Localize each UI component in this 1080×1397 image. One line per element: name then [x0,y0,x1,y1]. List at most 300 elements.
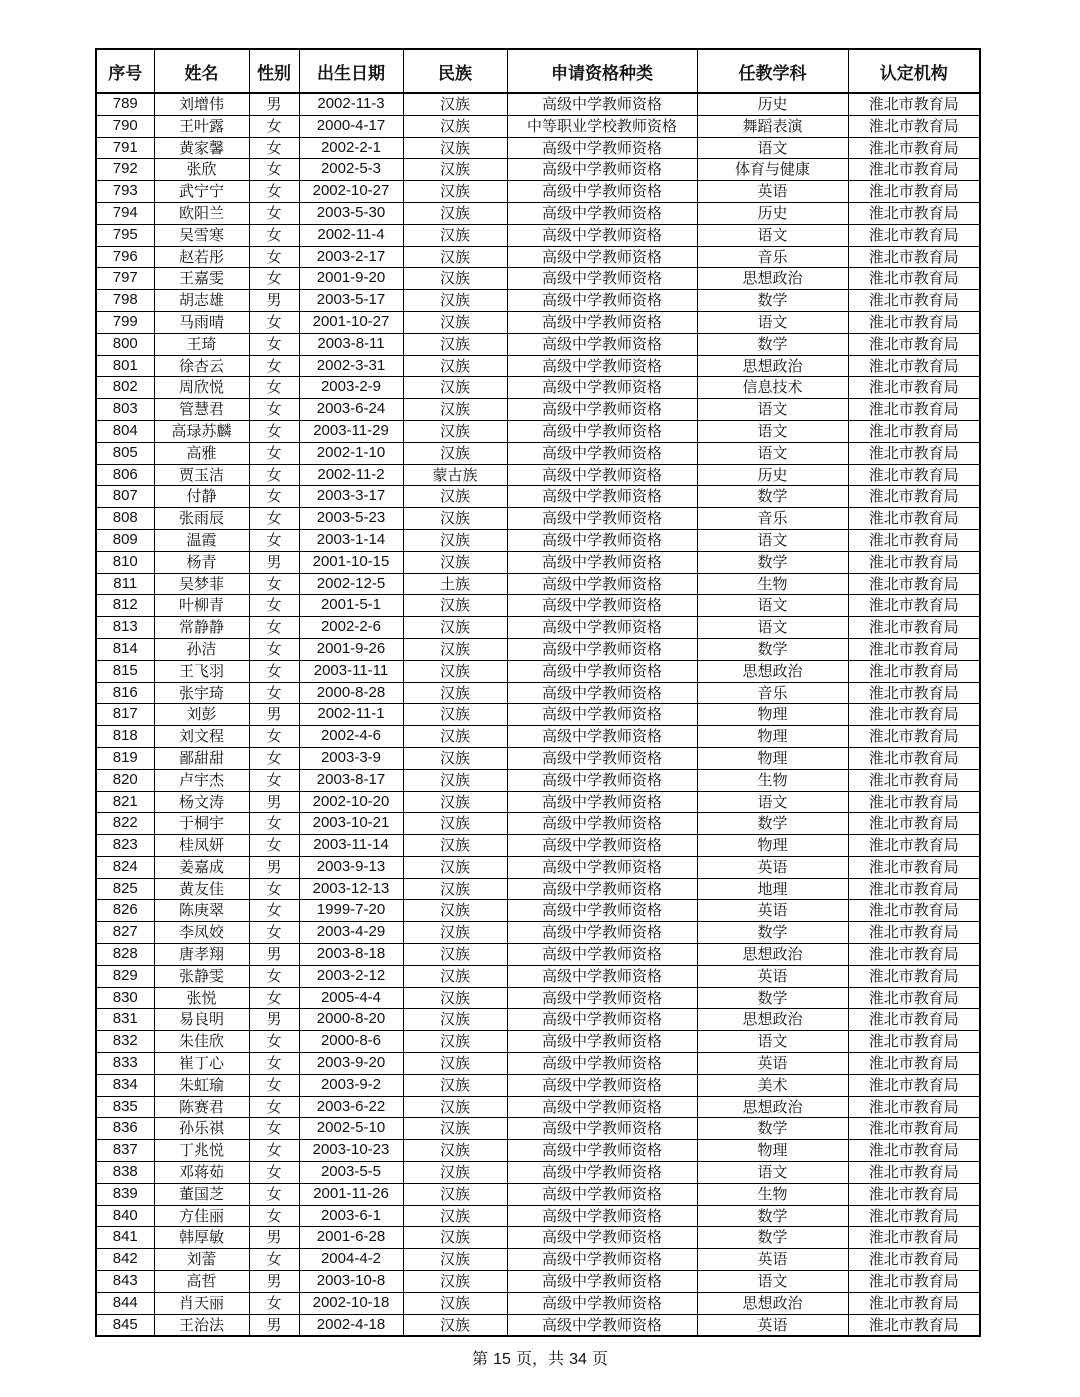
cell-ethnicity: 汉族 [403,137,507,159]
cell-seq: 823 [96,835,154,857]
cell-gender: 女 [249,922,299,944]
cell-authority: 淮北市教育局 [848,1053,980,1075]
cell-subject: 物理 [697,726,848,748]
table-row [96,813,980,835]
cell-birthdate: 2002-2-1 [299,137,403,159]
cell-authority: 淮北市教育局 [848,268,980,290]
cell-birthdate: 2002-11-2 [299,464,403,486]
cell-ethnicity: 汉族 [403,835,507,857]
cell-subject: 数学 [697,922,848,944]
cell-authority: 淮北市教育局 [848,944,980,966]
table-row [96,573,980,595]
cell-ethnicity: 汉族 [403,333,507,355]
cell-birthdate: 2002-11-3 [299,93,403,115]
cell-qualification-type: 高级中学教师资格 [507,1096,697,1118]
header-subject: 任教学科 [697,49,848,93]
cell-authority: 淮北市教育局 [848,1140,980,1162]
cell-authority: 淮北市教育局 [848,1205,980,1227]
cell-name: 胡志雄 [154,290,249,312]
cell-gender: 女 [249,1162,299,1184]
cell-gender: 男 [249,1314,299,1336]
cell-qualification-type: 高级中学教师资格 [507,813,697,835]
cell-ethnicity: 汉族 [403,813,507,835]
cell-birthdate: 2002-2-6 [299,617,403,639]
cell-ethnicity: 汉族 [403,987,507,1009]
cell-seq: 810 [96,551,154,573]
cell-gender: 女 [249,529,299,551]
cell-ethnicity: 汉族 [403,486,507,508]
cell-gender: 女 [249,268,299,290]
cell-gender: 女 [249,878,299,900]
cell-ethnicity: 汉族 [403,878,507,900]
cell-birthdate: 2001-5-1 [299,595,403,617]
cell-authority: 淮北市教育局 [848,769,980,791]
cell-subject: 物理 [697,704,848,726]
cell-seq: 834 [96,1074,154,1096]
cell-birthdate: 2002-5-10 [299,1118,403,1140]
cell-authority: 淮北市教育局 [848,1227,980,1249]
table-row [96,1271,980,1293]
cell-qualification-type: 高级中学教师资格 [507,791,697,813]
cell-name: 肖天丽 [154,1292,249,1314]
cell-gender: 女 [249,987,299,1009]
cell-authority: 淮北市教育局 [848,726,980,748]
table-row [96,1053,980,1075]
cell-ethnicity: 汉族 [403,246,507,268]
cell-seq: 828 [96,944,154,966]
cell-birthdate: 2003-5-23 [299,508,403,530]
cell-authority: 淮北市教育局 [848,137,980,159]
cell-qualification-type: 高级中学教师资格 [507,1009,697,1031]
cell-authority: 淮北市教育局 [848,922,980,944]
cell-subject: 数学 [697,638,848,660]
cell-subject: 语文 [697,311,848,333]
cell-qualification-type: 高级中学教师资格 [507,1162,697,1184]
cell-birthdate: 2003-2-17 [299,246,403,268]
table-row [96,420,980,442]
cell-seq: 813 [96,617,154,639]
cell-gender: 女 [249,595,299,617]
cell-name: 管慧君 [154,399,249,421]
cell-seq: 805 [96,442,154,464]
table-row [96,791,980,813]
cell-ethnicity: 汉族 [403,1162,507,1184]
cell-gender: 女 [249,246,299,268]
cell-ethnicity: 汉族 [403,529,507,551]
cell-ethnicity: 汉族 [403,1271,507,1293]
cell-gender: 女 [249,420,299,442]
cell-seq: 831 [96,1009,154,1031]
cell-qualification-type: 高级中学教师资格 [507,1249,697,1271]
cell-birthdate: 2002-10-20 [299,791,403,813]
cell-gender: 女 [249,399,299,421]
cell-subject: 物理 [697,1140,848,1162]
table-row [96,202,980,224]
cell-qualification-type: 高级中学教师资格 [507,1074,697,1096]
cell-ethnicity: 汉族 [403,1227,507,1249]
cell-birthdate: 2001-11-26 [299,1183,403,1205]
cell-name: 孙洁 [154,638,249,660]
cell-subject: 语文 [697,224,848,246]
cell-qualification-type: 高级中学教师资格 [507,900,697,922]
table-row [96,1162,980,1184]
cell-gender: 女 [249,1140,299,1162]
cell-birthdate: 2001-6-28 [299,1227,403,1249]
cell-ethnicity: 汉族 [403,1314,507,1336]
cell-birthdate: 2000-8-28 [299,682,403,704]
table-row [96,1314,980,1336]
table-row [96,1031,980,1053]
cell-subject: 舞蹈表演 [697,115,848,137]
cell-gender: 女 [249,682,299,704]
cell-gender: 女 [249,311,299,333]
cell-seq: 798 [96,290,154,312]
cell-birthdate: 2002-4-6 [299,726,403,748]
cell-ethnicity: 汉族 [403,1118,507,1140]
table-row [96,965,980,987]
cell-seq: 790 [96,115,154,137]
cell-qualification-type: 高级中学教师资格 [507,1031,697,1053]
cell-birthdate: 2002-4-18 [299,1314,403,1336]
cell-birthdate: 2003-5-17 [299,290,403,312]
cell-gender: 女 [249,377,299,399]
cell-ethnicity: 汉族 [403,726,507,748]
cell-birthdate: 2000-4-17 [299,115,403,137]
table-row [96,1249,980,1271]
table-header-row [96,49,980,93]
table-row [96,682,980,704]
cell-subject: 语文 [697,791,848,813]
footer-page-number: 15 [493,1351,511,1368]
cell-authority: 淮北市教育局 [848,551,980,573]
cell-ethnicity: 汉族 [403,900,507,922]
cell-ethnicity: 汉族 [403,224,507,246]
cell-name: 李凤姣 [154,922,249,944]
table-row [96,922,980,944]
cell-authority: 淮北市教育局 [848,682,980,704]
cell-seq: 841 [96,1227,154,1249]
table-row [96,878,980,900]
cell-birthdate: 2003-10-21 [299,813,403,835]
cell-seq: 806 [96,464,154,486]
cell-name: 张悦 [154,987,249,1009]
cell-gender: 女 [249,660,299,682]
cell-ethnicity: 汉族 [403,660,507,682]
cell-subject: 思想政治 [697,355,848,377]
cell-seq: 793 [96,181,154,203]
cell-qualification-type: 高级中学教师资格 [507,638,697,660]
cell-ethnicity: 汉族 [403,1053,507,1075]
cell-seq: 818 [96,726,154,748]
cell-birthdate: 2003-9-2 [299,1074,403,1096]
cell-qualification-type: 高级中学教师资格 [507,1118,697,1140]
cell-birthdate: 2003-1-14 [299,529,403,551]
cell-name: 贾玉洁 [154,464,249,486]
cell-name: 孙乐祺 [154,1118,249,1140]
cell-name: 周欣悦 [154,377,249,399]
cell-birthdate: 2003-8-17 [299,769,403,791]
cell-seq: 812 [96,595,154,617]
cell-birthdate: 2003-5-5 [299,1162,403,1184]
cell-ethnicity: 汉族 [403,202,507,224]
table-row [96,1096,980,1118]
cell-authority: 淮北市教育局 [848,464,980,486]
cell-ethnicity: 汉族 [403,551,507,573]
cell-ethnicity: 汉族 [403,508,507,530]
cell-gender: 女 [249,224,299,246]
cell-birthdate: 2003-9-20 [299,1053,403,1075]
cell-birthdate: 2003-6-1 [299,1205,403,1227]
cell-qualification-type: 高级中学教师资格 [507,878,697,900]
cell-subject: 语文 [697,420,848,442]
cell-name: 刘文程 [154,726,249,748]
table-row [96,1009,980,1031]
table-row [96,1227,980,1249]
cell-gender: 女 [249,464,299,486]
cell-qualification-type: 高级中学教师资格 [507,595,697,617]
cell-name: 王叶露 [154,115,249,137]
teacher-qualification-table [95,48,981,1337]
header-qualification-type: 申请资格种类 [507,49,697,93]
cell-name: 赵若彤 [154,246,249,268]
cell-subject: 数学 [697,551,848,573]
cell-name: 于桐宇 [154,813,249,835]
cell-authority: 淮北市教育局 [848,333,980,355]
cell-subject: 英语 [697,181,848,203]
table-row [96,181,980,203]
cell-gender: 女 [249,747,299,769]
table-row [96,987,980,1009]
cell-ethnicity: 汉族 [403,1140,507,1162]
table-row [96,1074,980,1096]
cell-qualification-type: 高级中学教师资格 [507,726,697,748]
cell-birthdate: 2001-9-20 [299,268,403,290]
cell-subject: 地理 [697,878,848,900]
cell-qualification-type: 高级中学教师资格 [507,747,697,769]
cell-ethnicity: 汉族 [403,682,507,704]
cell-gender: 女 [249,1205,299,1227]
cell-qualification-type: 中等职业学校教师资格 [507,115,697,137]
cell-seq: 817 [96,704,154,726]
table-row [96,835,980,857]
cell-birthdate: 2003-9-13 [299,856,403,878]
table-row [96,311,980,333]
cell-ethnicity: 汉族 [403,856,507,878]
cell-authority: 淮北市教育局 [848,747,980,769]
table-row [96,1205,980,1227]
header-authority: 认定机构 [848,49,980,93]
cell-ethnicity: 汉族 [403,93,507,115]
cell-subject: 英语 [697,1314,848,1336]
cell-ethnicity: 汉族 [403,115,507,137]
cell-authority: 淮北市教育局 [848,181,980,203]
cell-ethnicity: 汉族 [403,290,507,312]
cell-gender: 女 [249,159,299,181]
cell-subject: 英语 [697,965,848,987]
cell-subject: 生物 [697,1183,848,1205]
cell-gender: 男 [249,856,299,878]
cell-subject: 语文 [697,137,848,159]
cell-authority: 淮北市教育局 [848,93,980,115]
cell-name: 董国芝 [154,1183,249,1205]
cell-ethnicity: 汉族 [403,399,507,421]
cell-authority: 淮北市教育局 [848,965,980,987]
cell-qualification-type: 高级中学教师资格 [507,1271,697,1293]
cell-subject: 语文 [697,1162,848,1184]
cell-birthdate: 2003-10-23 [299,1140,403,1162]
cell-ethnicity: 汉族 [403,1031,507,1053]
cell-seq: 811 [96,573,154,595]
header-ethnicity: 民族 [403,49,507,93]
table-row [96,159,980,181]
cell-seq: 800 [96,333,154,355]
table-row [96,900,980,922]
cell-name: 张宇琦 [154,682,249,704]
cell-birthdate: 2002-10-18 [299,1292,403,1314]
cell-subject: 英语 [697,1053,848,1075]
cell-gender: 男 [249,1009,299,1031]
cell-seq: 815 [96,660,154,682]
cell-seq: 795 [96,224,154,246]
cell-authority: 淮北市教育局 [848,508,980,530]
table-row [96,93,980,115]
cell-gender: 女 [249,333,299,355]
cell-birthdate: 2005-4-4 [299,987,403,1009]
cell-seq: 822 [96,813,154,835]
cell-name: 崔丁心 [154,1053,249,1075]
cell-ethnicity: 汉族 [403,617,507,639]
cell-authority: 淮北市教育局 [848,224,980,246]
cell-seq: 803 [96,399,154,421]
cell-subject: 历史 [697,202,848,224]
cell-subject: 数学 [697,987,848,1009]
cell-name: 唐孝翔 [154,944,249,966]
cell-qualification-type: 高级中学教师资格 [507,442,697,464]
cell-subject: 物理 [697,747,848,769]
cell-authority: 淮北市教育局 [848,420,980,442]
cell-subject: 历史 [697,93,848,115]
cell-seq: 809 [96,529,154,551]
cell-name: 方佳丽 [154,1205,249,1227]
cell-name: 杨文涛 [154,791,249,813]
cell-ethnicity: 汉族 [403,791,507,813]
footer-middle: 页，共 [515,1349,564,1368]
header-name: 姓名 [154,49,249,93]
cell-gender: 女 [249,202,299,224]
cell-birthdate: 2000-8-20 [299,1009,403,1031]
header-birthdate: 出生日期 [299,49,403,93]
cell-authority: 淮北市教育局 [848,202,980,224]
cell-gender: 男 [249,93,299,115]
cell-qualification-type: 高级中学教师资格 [507,311,697,333]
cell-subject: 数学 [697,1118,848,1140]
cell-name: 王琦 [154,333,249,355]
cell-qualification-type: 高级中学教师资格 [507,290,697,312]
cell-authority: 淮北市教育局 [848,813,980,835]
cell-seq: 794 [96,202,154,224]
footer-suffix: 页 [591,1349,608,1368]
cell-subject: 语文 [697,617,848,639]
cell-authority: 淮北市教育局 [848,1074,980,1096]
cell-name: 高琭苏麟 [154,420,249,442]
cell-subject: 思想政治 [697,1096,848,1118]
table-row [96,442,980,464]
cell-birthdate: 2003-2-12 [299,965,403,987]
table-row [96,944,980,966]
cell-ethnicity: 蒙古族 [403,464,507,486]
cell-gender: 男 [249,944,299,966]
cell-qualification-type: 高级中学教师资格 [507,856,697,878]
cell-authority: 淮北市教育局 [848,1183,980,1205]
cell-seq: 845 [96,1314,154,1336]
cell-ethnicity: 汉族 [403,747,507,769]
cell-subject: 语文 [697,399,848,421]
cell-gender: 女 [249,617,299,639]
cell-gender: 女 [249,726,299,748]
table-row [96,268,980,290]
cell-birthdate: 2003-11-29 [299,420,403,442]
cell-gender: 女 [249,1118,299,1140]
cell-authority: 淮北市教育局 [848,1162,980,1184]
cell-ethnicity: 汉族 [403,311,507,333]
cell-gender: 女 [249,181,299,203]
cell-name: 易良明 [154,1009,249,1031]
cell-birthdate: 2002-11-1 [299,704,403,726]
cell-name: 卢宇杰 [154,769,249,791]
cell-qualification-type: 高级中学教师资格 [507,1183,697,1205]
cell-ethnicity: 汉族 [403,1249,507,1271]
cell-ethnicity: 汉族 [403,268,507,290]
cell-birthdate: 2001-9-26 [299,638,403,660]
cell-ethnicity: 汉族 [403,769,507,791]
cell-seq: 839 [96,1183,154,1205]
cell-seq: 824 [96,856,154,878]
cell-ethnicity: 汉族 [403,922,507,944]
cell-authority: 淮北市教育局 [848,1271,980,1293]
cell-birthdate: 2002-10-27 [299,181,403,203]
table-row [96,355,980,377]
cell-qualification-type: 高级中学教师资格 [507,835,697,857]
cell-subject: 语文 [697,1271,848,1293]
cell-qualification-type: 高级中学教师资格 [507,355,697,377]
cell-authority: 淮北市教育局 [848,290,980,312]
cell-authority: 淮北市教育局 [848,377,980,399]
cell-seq: 829 [96,965,154,987]
cell-qualification-type: 高级中学教师资格 [507,181,697,203]
cell-authority: 淮北市教育局 [848,529,980,551]
cell-subject: 数学 [697,486,848,508]
cell-gender: 女 [249,638,299,660]
cell-subject: 思想政治 [697,660,848,682]
cell-seq: 792 [96,159,154,181]
table-row [96,224,980,246]
cell-gender: 女 [249,965,299,987]
table-row [96,137,980,159]
cell-subject: 语文 [697,529,848,551]
cell-name: 张欣 [154,159,249,181]
cell-birthdate: 2002-12-5 [299,573,403,595]
cell-qualification-type: 高级中学教师资格 [507,1140,697,1162]
cell-name: 鄙甜甜 [154,747,249,769]
cell-qualification-type: 高级中学教师资格 [507,268,697,290]
table-row [96,1140,980,1162]
cell-birthdate: 2002-5-3 [299,159,403,181]
cell-seq: 807 [96,486,154,508]
cell-subject: 语文 [697,442,848,464]
cell-name: 王治法 [154,1314,249,1336]
cell-qualification-type: 高级中学教师资格 [507,769,697,791]
cell-gender: 男 [249,791,299,813]
